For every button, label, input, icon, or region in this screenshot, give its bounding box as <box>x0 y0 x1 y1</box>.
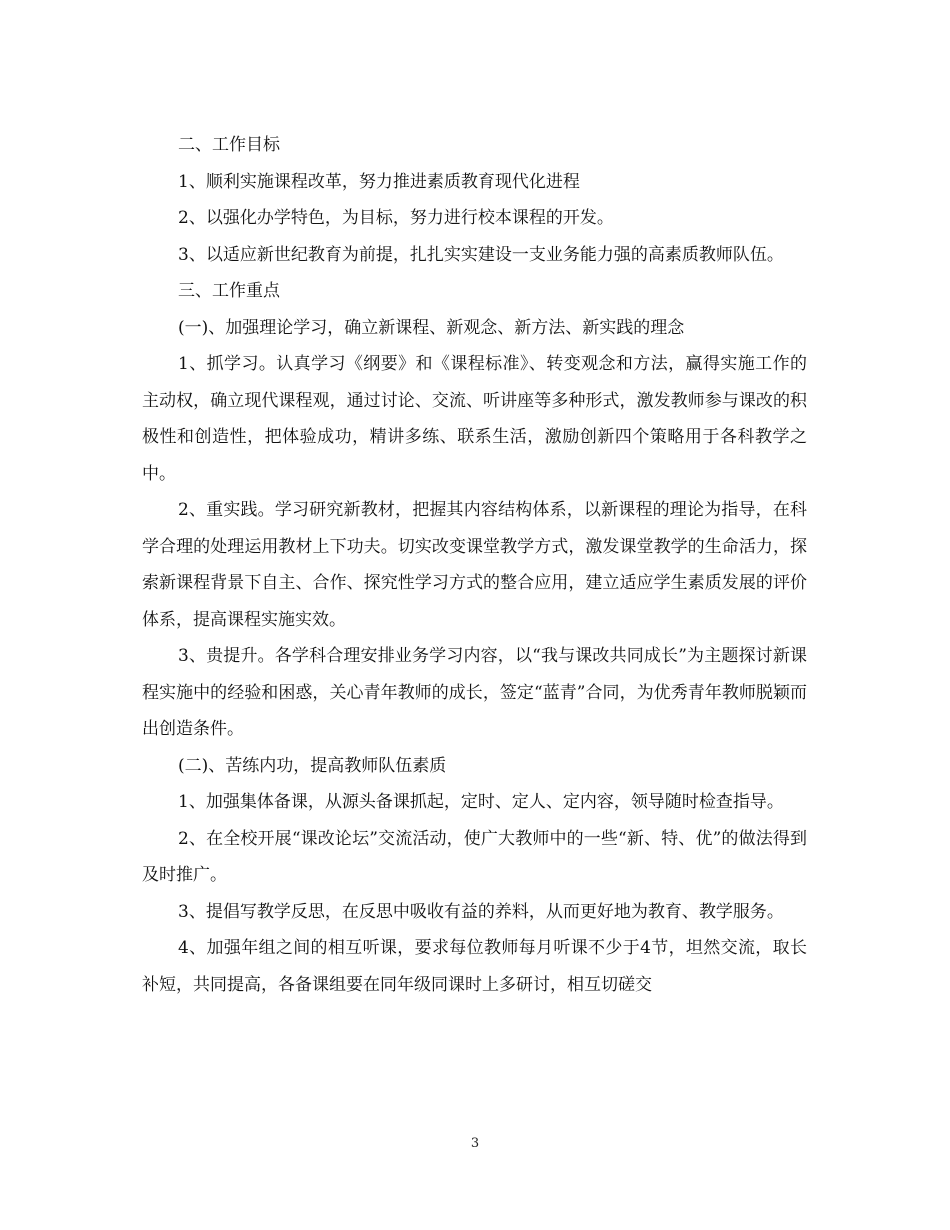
paragraph: 1、加强集体备课，从源头备课抓起，定时、定人、定内容，领导随时检查指导。 <box>178 792 784 812</box>
paragraph: 4、加强年组之间的相互听课，要求每位教师每月听课不少于4节，坦然交流，取长补短，共同提高，各备课组要在同年级同课时上多研讨，相互切磋交 <box>142 938 807 995</box>
subsection-heading: (二)、苦练内功，提高教师队伍素质 <box>178 755 447 776</box>
paragraph: 2、在全校开展“课改论坛”交流活动，使广大教师中的一些“新、特、优”的做法得到及时推广。 <box>142 828 807 885</box>
paragraph: 1、抓学习。认真学习《纲要》和《课程标准》、转变观念和方法，赢得实施工作的主动权，确立现代课程观，通过讨论、交流、听讲座等多种形式，激发教师参与课改的积极性和创造性，把体验成功，精讲多练、联系生活，激励创新四个策略用于各科教学之中。 <box>142 354 807 484</box>
section-heading: 二、工作目标 <box>178 135 280 155</box>
page-number: 3 <box>470 1136 480 1151</box>
paragraph: 3、贵提升。各学科合理安排业务学习内容，以“我与课改共同成长”为主题探讨新课程实施中的经验和困惑，关心青年教师的成长，签定“蓝青”合同，为优秀青年教师脱颖而出创造条件。 <box>142 646 807 739</box>
paragraph: 2、重实践。学习研究新教材，把握其内容结构体系，以新课程的理论为指导，在科学合理的处理运用教材上下功夫。切实改变课堂教学方式，激发课堂教学的生命活力，探索新课程背景下自主、合作、探究性学习方式的整合应用，建立适应学生素质发展的评价体系，提高课程实施实效。 <box>142 500 807 630</box>
paragraph: 2、以强化办学特色，为目标，努力进行校本课程的开发。 <box>178 208 614 228</box>
paragraph: 3、提倡写教学反思，在反思中吸收有益的养料，从而更好地为教育、教学服务。 <box>178 901 784 922</box>
document-body <box>142 127 807 1003</box>
section-heading: 三、工作重点 <box>178 281 280 301</box>
paragraph: 1、顺利实施课程改革，努力推进素质教育现代化进程 <box>178 171 580 192</box>
paragraph: 3、以适应新世纪教育为前提，扎扎实实建设一支业务能力强的高素质教师队伍。 <box>178 244 784 265</box>
subsection-heading: (一)、加强理论学习，确立新课程、新观念、新方法、新实践的理念 <box>178 317 685 338</box>
